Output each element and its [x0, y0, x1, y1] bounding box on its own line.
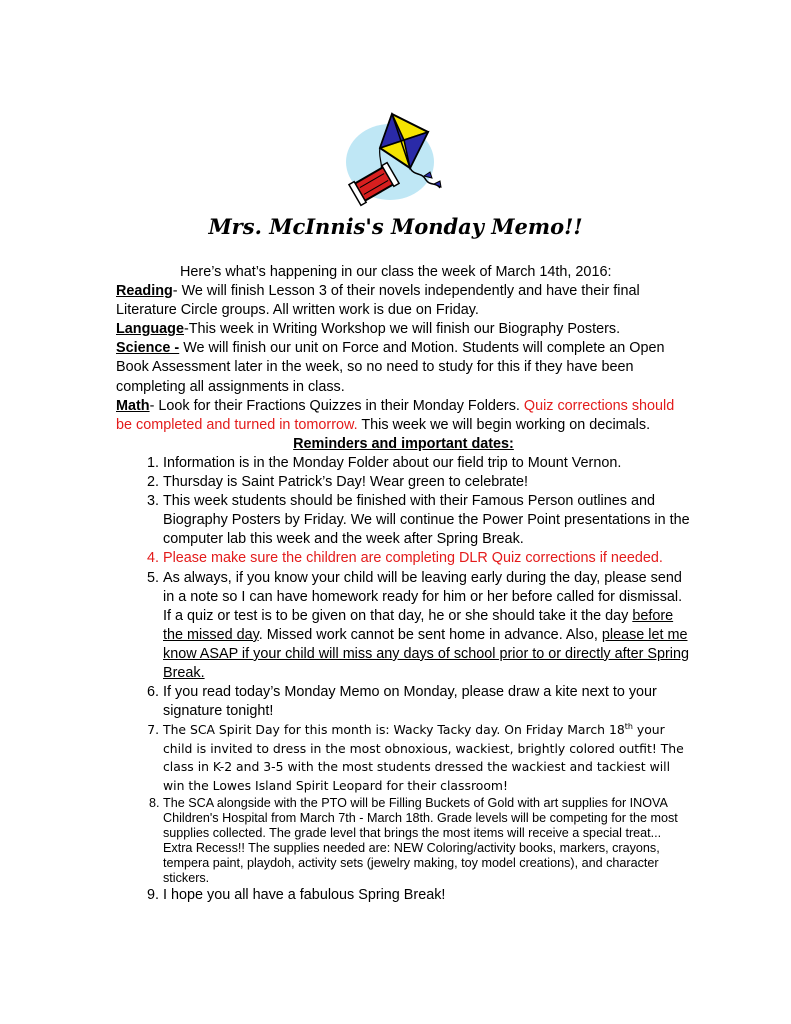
- intro-text: Here’s what’s happening in our class the week of March 14th, 2016:: [180, 264, 612, 280]
- reminder-underlined: before the missed day: [163, 607, 674, 643]
- math-text: - Look for their Fractions Quizzes in their Monday Folders.: [149, 397, 524, 414]
- reminder-text: . Missed work cannot be sent home in advance. Also,: [258, 626, 602, 643]
- science-paragraph: [116, 339, 691, 396]
- reminder-item: 9. I hope you all have a fabulous Spring Break!: [163, 886, 691, 905]
- reminder-underlined: please let me know ASAP if your child will miss any days of school prior to or directly after Spring Break.: [163, 626, 690, 681]
- science-text: We will finish our unit on Force and Motion. Students will complete an Open Book Assessment later in the week, so no need to study for this if they have been completing all assignments in class.: [116, 340, 665, 395]
- reminder-item: 2. Thursday is Saint Patrick’s Day! Wear green to celebrate!: [163, 473, 691, 492]
- reading-paragraph: [116, 282, 691, 320]
- science-label: Science -: [116, 340, 180, 357]
- kite-clipart: [340, 110, 450, 210]
- reminder-text: your child is invited to dress in the most obnoxious, wackiest, brightly colored outfit! The class in K-2 and 3-5 with the most students dressed the wackiest and tackiest will win the Lowes Island Spirit Leopard for their classroom!: [163, 722, 684, 794]
- reminder-item: 8. The SCA alongside with the PTO will be Filling Buckets of Gold with art supplies for INOVA Children's Hospital from March 7th - March 18th. Grade levels will be competing for the most supplies collected. The grade level that brings the most items will receive a special treat... Extra Recess!! The supplies needed are: NEW Coloring/activity books, markers, crayons, tempera paint, playdoh, activity sets (jewelry making, toy model creations), and character stickers.: [163, 796, 691, 886]
- reminder-item: [163, 721, 691, 795]
- reminder-text: The SCA Spirit Day for this month is: Wacky Tacky day. On Friday March 18: [163, 722, 625, 738]
- reading-text: - We will finish Lesson 3 of their novels independently and have their final Literature Circle groups. All written work is due on Friday.: [116, 283, 640, 319]
- math-label: Math: [116, 397, 150, 414]
- reminder-superscript: th: [624, 722, 633, 732]
- reminders-list: [116, 454, 691, 905]
- reminder-item: 6. If you read today’s Monday Memo on Monday, please draw a kite next to your signature tonight!: [163, 683, 691, 721]
- math-red-text: Quiz corrections should be completed and turned in tomorrow.: [116, 397, 675, 433]
- reminders-heading: Reminders and important dates:: [293, 435, 514, 452]
- math-paragraph: [116, 397, 691, 435]
- reminder-item: 4. Please make sure the children are completing DLR Quiz corrections if needed.: [163, 549, 691, 568]
- language-label: Language: [116, 321, 184, 338]
- reading-label: Reading: [116, 283, 173, 300]
- reminder-text: As always, if you know your child will be leaving early during the day, please send in a note so I can have homework ready for him or her before called for dismissal. If a quiz or test is to be given on that day, he or she should take it the day: [163, 569, 683, 624]
- language-text: -This week in Writing Workshop we will finish our Biography Posters.: [183, 321, 621, 338]
- math-text-after: This week we will begin working on decimals.: [357, 416, 651, 433]
- memo-body: [116, 263, 691, 905]
- memo-title: Mrs. McInnis's Monday Memo!!: [208, 214, 583, 239]
- reminder-item: 1. Information is in the Monday Folder about our field trip to Mount Vernon.: [163, 454, 691, 473]
- reminder-item: 3. This week students should be finished with their Famous Person outlines and Biography Posters by Friday. We will continue the Power Point presentations in the computer lab this week and the week after Spring Break.: [163, 492, 691, 549]
- reminder-item: [163, 569, 691, 684]
- language-paragraph: [116, 320, 691, 339]
